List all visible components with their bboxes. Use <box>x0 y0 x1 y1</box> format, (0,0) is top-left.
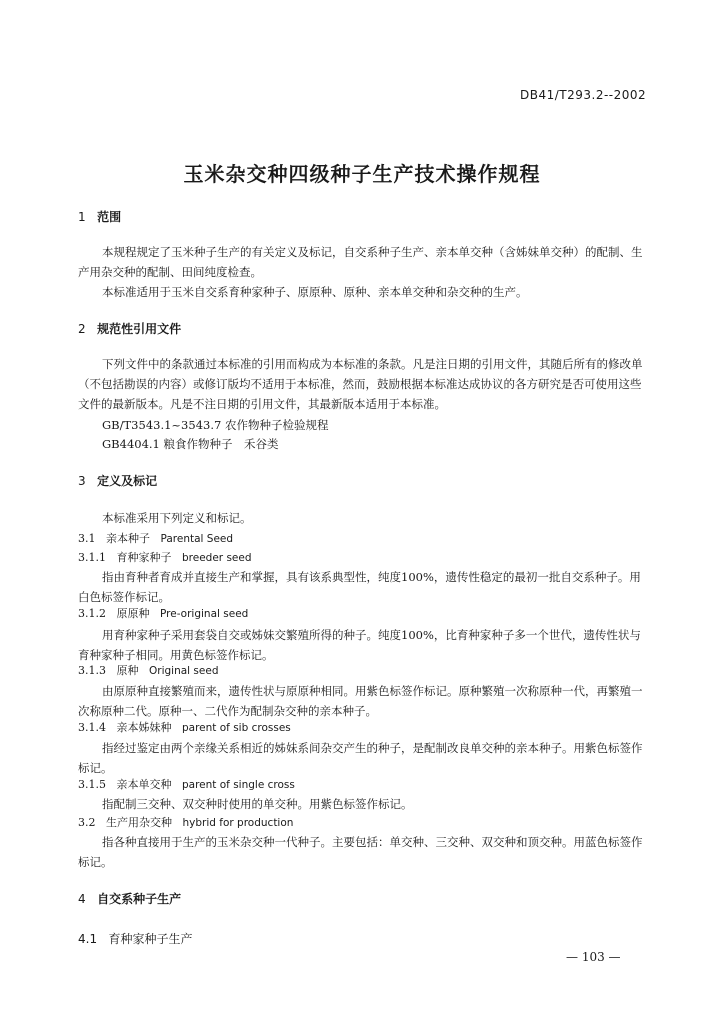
definition-3-1-3-heading: 3.1.3 原种 Original seed <box>78 664 219 677</box>
reference-2: GB4404.1 粮食作物种子 禾谷类 <box>102 437 279 451</box>
definition-3-1-2-text: 用育种家种子采用套袋自交或姊妹交繁殖所得的种子。纯度100%，比育种家种子多一个世代，遗传性状与育种家种子相同。用黄色标签作标记。 <box>78 628 641 662</box>
section-1-paragraph-2: 本标准适用于玉米自交系育种家种子、原原种、原种、亲本单交种和杂交种的生产。 <box>102 285 528 299</box>
section-3-intro: 本标准采用下列定义和标记。 <box>102 511 252 525</box>
section-1-heading <box>78 208 121 225</box>
definition-3-1-2-heading: 3.1.2 原原种 Pre-original seed <box>78 607 249 620</box>
definition-3-1-4-heading: 3.1.4 亲本姊妹种 parent of sib crosses <box>78 721 291 734</box>
section-title: 规范性引用文件 <box>97 322 182 336</box>
section-number: 1 <box>78 210 86 224</box>
section-title: 定义及标记 <box>97 474 158 488</box>
definition-3-2-text: 指各种直接用于生产的玉米杂交种一代种子。主要包括：单交种、三交种、双交种和顶交种。用蓝色标签作标记。 <box>78 835 643 869</box>
section-2-heading <box>78 320 181 337</box>
page-number: — 103 — <box>566 950 621 964</box>
definition-3-1-5-heading: 3.1.5 亲本单交种 parent of single cross <box>78 778 295 791</box>
section-title: 自交系种子生产 <box>97 892 182 906</box>
section-4-heading <box>78 890 181 907</box>
page-title: 玉米杂交种四级种子生产技术操作规程 <box>183 162 541 186</box>
reference-1: GB/T3543.1~3543.7 农作物种子检验规程 <box>102 418 329 432</box>
definition-3-1-4-text: 指经过鉴定由两个亲缘关系相近的姊妹系间杂交产生的种子，是配制改良单交种的亲本种子。用紫色标签作标记。 <box>78 741 643 775</box>
definition-3-1-3-text: 由原原种直接繁殖而来，遗传性状与原原种相同。用紫色标签作标记。原种繁殖一次称原种一代，再繁殖一次称原种二代。原种一、二代作为配制杂交种的亲本种子。 <box>78 684 643 718</box>
section-title: 范围 <box>97 210 122 224</box>
section-2-paragraph: 下列文件中的条款通过本标准的引用而构成为本标准的条款。凡是注日期的引用文件，其随后所有的修改单（不包括勘误的内容）或修订版均不适用于本标准，然而，鼓励根据本标准达成协议的各方研究是否可使用这些文件的最新版本。凡是不注日期的引用文件，其最新版本适用于本标准。 <box>78 357 643 411</box>
definition-3-2-heading: 3.2 生产用杂交种 hybrid for production <box>78 816 294 829</box>
definition-3-1-heading: 3.1 亲本种子 Parental Seed <box>78 532 234 545</box>
section-number: 4 <box>78 892 86 906</box>
section-title: 育种家种子生产 <box>108 932 193 946</box>
section-number: 4.1 <box>78 932 98 946</box>
document-code: DB41/T293.2--2002 <box>520 88 647 102</box>
section-3-heading <box>78 472 157 489</box>
section-number: 3 <box>78 474 86 488</box>
definition-3-1-5-text: 指配制三交种、双交种时使用的单交种。用紫色标签作标记。 <box>102 797 413 811</box>
section-4-1-heading <box>78 930 193 947</box>
definition-3-1-1-text: 指由育种者育成并直接生产和掌握，具有该系典型性，纯度100%，遗传性稳定的最初一批自交系种子。用白色标签作标记。 <box>78 570 641 604</box>
definition-3-1-1-heading: 3.1.1 育种家种子 breeder seed <box>78 551 252 564</box>
section-1-paragraph-1: 本规程规定了玉米种子生产的有关定义及标记，自交系种子生产、亲本单交种（含姊妹单交种）的配制、生产用杂交种的配制、田间纯度检查。 <box>78 245 643 279</box>
section-number: 2 <box>78 322 86 336</box>
